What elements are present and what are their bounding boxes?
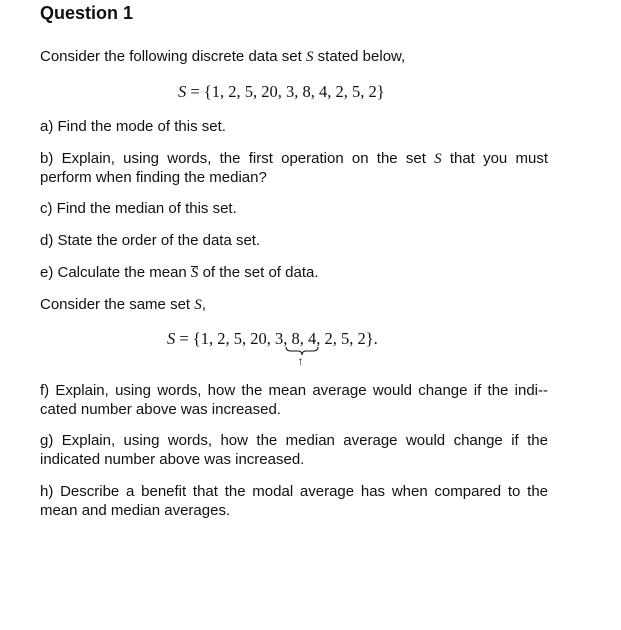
part-e — [40, 264, 548, 283]
indicated-number — [291, 329, 304, 368]
consider-same-set-text — [40, 296, 548, 315]
consider-same-text-end: , — [201, 296, 206, 313]
up-arrow-icon: ↑ — [297, 354, 304, 368]
part-f: f) Explain, using words, how the mean average would change if the indi-cated number above was increased. — [40, 382, 548, 418]
indicated-number-value: 8 — [291, 329, 300, 348]
part-e-text-end: of the set of data. — [198, 264, 319, 281]
part-g: g) Explain, using words, how the median average would change if the indicated number above was increased. — [40, 432, 548, 468]
question-title: Question 1 — [40, 3, 134, 23]
part-c: c) Find the median of this set. — [40, 200, 237, 217]
intro-text-end: stated below, — [313, 48, 406, 65]
set-equation-1-lhs: S — [178, 82, 187, 101]
part-b-set-variable: S — [434, 151, 442, 167]
set-equation-2-start: = {1, 2, 5, 20, 3, — [179, 329, 292, 348]
consider-same-set-variable: S — [194, 297, 202, 313]
part-e-text-start: e) Calculate the mean — [40, 264, 191, 281]
mean-s-bar-symbol: S — [190, 265, 199, 281]
set-equation-1-rhs: = {1, 2, 5, 20, 3, 8, 4, 2, 5, 2} — [190, 82, 385, 101]
part-b — [40, 150, 548, 187]
consider-same-text-start: Consider the same set — [40, 296, 195, 313]
part-a: a) Find the mode of this set. — [40, 118, 226, 135]
part-d: d) State the order of the data set. — [40, 232, 261, 249]
intro-text-start: Consider the following discrete data set — [40, 48, 306, 65]
intro-text — [40, 48, 548, 67]
part-b-text-end: that you must perform when finding the median? — [40, 150, 548, 186]
part-b-text-start: b) Explain, using words, the first operation on the set — [40, 150, 435, 167]
set-equation-2-end: , 4, 2, 5, 2}. — [299, 329, 378, 348]
set-equation-1 — [178, 82, 385, 102]
set-equation-2-lhs: S — [167, 329, 176, 348]
intro-set-variable: S — [305, 49, 314, 65]
set-equation-2 — [167, 329, 378, 368]
part-h: h) Describe a benefit that the modal average has when compared to the mean and median averages. — [40, 483, 548, 519]
